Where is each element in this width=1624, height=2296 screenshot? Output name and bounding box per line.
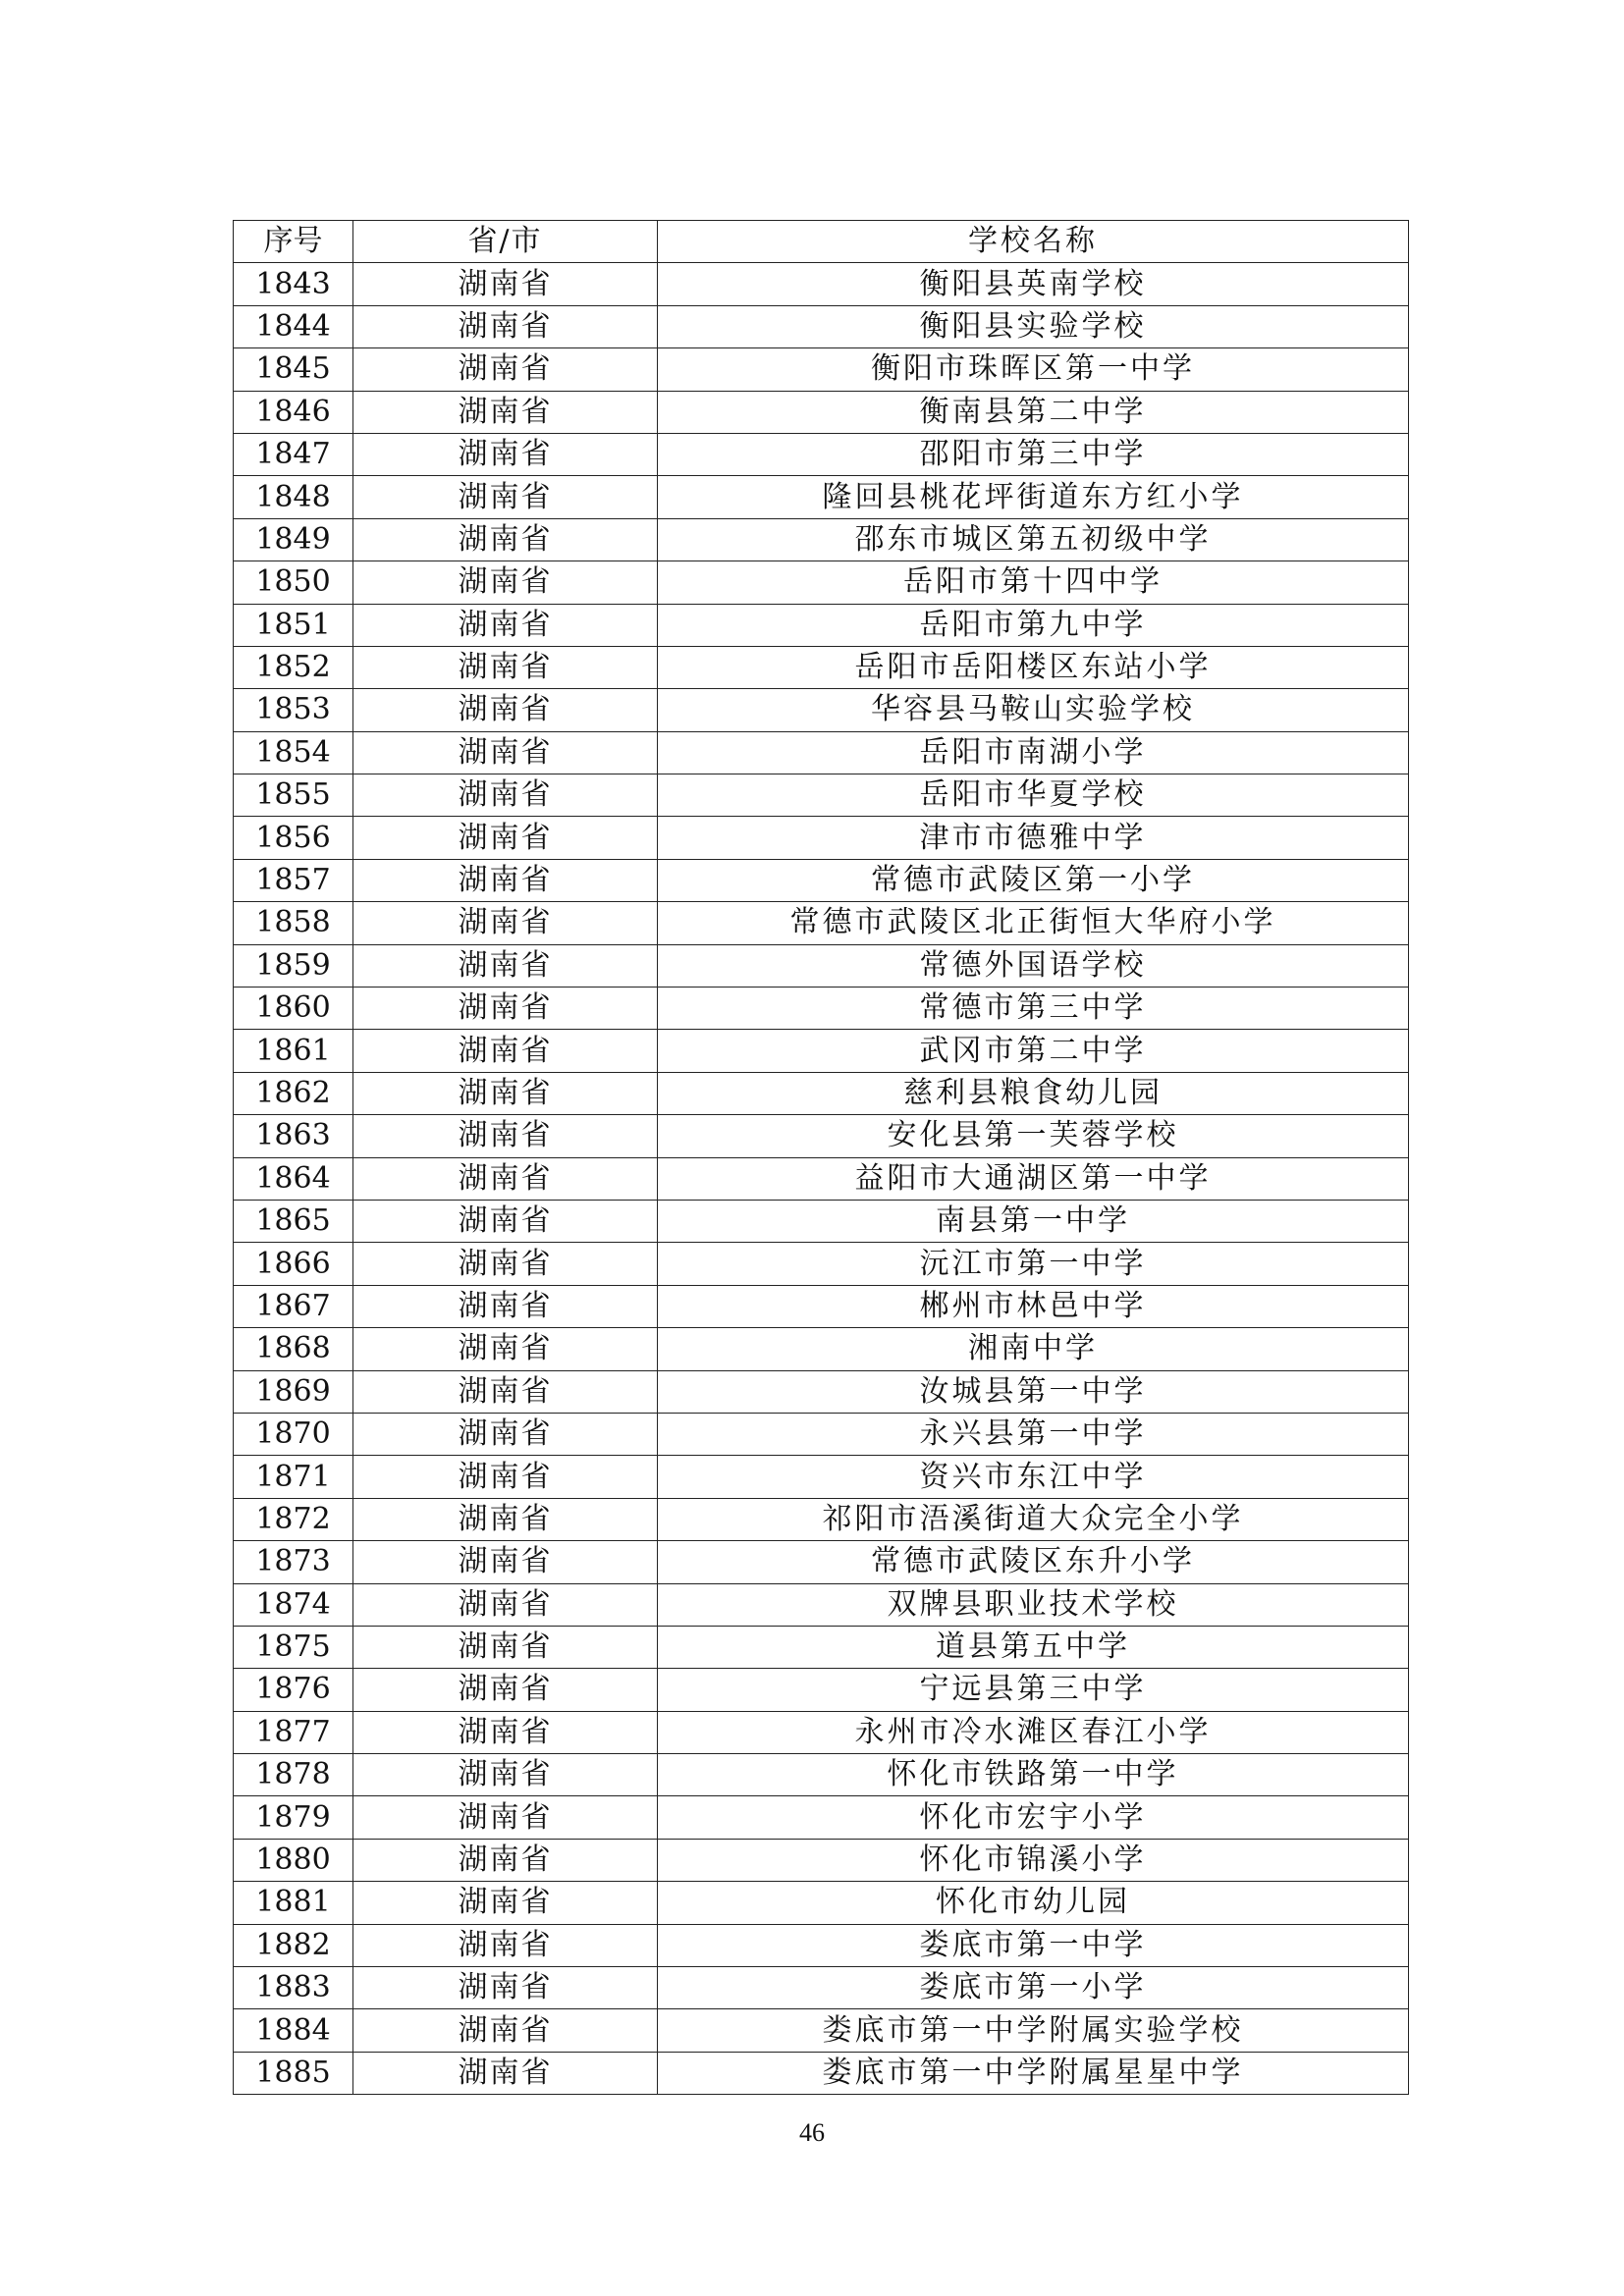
row-province: 湖南省: [353, 391, 658, 433]
school-list-table: [233, 220, 1409, 2095]
row-index: 1846: [234, 391, 353, 433]
row-province: 湖南省: [353, 1839, 658, 1881]
row-province: 湖南省: [353, 1157, 658, 1200]
table-row: [234, 859, 1409, 901]
row-school-name: 衡阳市珠晖区第一中学: [658, 348, 1409, 391]
row-school-name: 娄底市第一中学: [658, 1924, 1409, 1966]
table-row: [234, 1583, 1409, 1626]
row-index: 1862: [234, 1072, 353, 1114]
row-school-name: 娄底市第一中学附属星星中学: [658, 2052, 1409, 2094]
header-school-name: 学校名称: [658, 221, 1409, 263]
row-province: 湖南省: [353, 1583, 658, 1626]
row-school-name: 岳阳市第十四中学: [658, 561, 1409, 604]
row-school-name: 津市市德雅中学: [658, 817, 1409, 859]
row-school-name: 慈利县粮食幼儿园: [658, 1072, 1409, 1114]
table-row: [234, 731, 1409, 774]
table-row: [234, 1157, 1409, 1200]
table-header-row: [234, 221, 1409, 263]
row-province: 湖南省: [353, 1285, 658, 1327]
table-row: [234, 1030, 1409, 1072]
table-row: [234, 1456, 1409, 1498]
row-province: 湖南省: [353, 1711, 658, 1753]
row-index: 1878: [234, 1754, 353, 1796]
row-index: 1850: [234, 561, 353, 604]
table-row: [234, 1882, 1409, 1924]
row-index: 1865: [234, 1200, 353, 1242]
row-province: 湖南省: [353, 348, 658, 391]
table-row: [234, 1669, 1409, 1711]
row-index: 1855: [234, 774, 353, 817]
row-school-name: 南县第一中学: [658, 1200, 1409, 1242]
row-province: 湖南省: [353, 1754, 658, 1796]
row-province: 湖南省: [353, 944, 658, 987]
table-row: [234, 476, 1409, 518]
row-index: 1853: [234, 689, 353, 731]
row-index: 1876: [234, 1669, 353, 1711]
row-index: 1858: [234, 902, 353, 944]
row-province: 湖南省: [353, 604, 658, 646]
row-province: 湖南省: [353, 433, 658, 475]
row-province: 湖南省: [353, 1243, 658, 1285]
row-province: 湖南省: [353, 1967, 658, 2009]
row-school-name: 郴州市林邑中学: [658, 1285, 1409, 1327]
row-school-name: 资兴市东江中学: [658, 1456, 1409, 1498]
row-province: 湖南省: [353, 1626, 658, 1668]
row-province: 湖南省: [353, 305, 658, 347]
row-province: 湖南省: [353, 817, 658, 859]
row-province: 湖南省: [353, 518, 658, 561]
row-school-name: 宁远县第三中学: [658, 1669, 1409, 1711]
row-index: 1884: [234, 2009, 353, 2052]
row-index: 1872: [234, 1498, 353, 1540]
row-index: 1868: [234, 1328, 353, 1370]
row-province: 湖南省: [353, 1882, 658, 1924]
header-index: 序号: [234, 221, 353, 263]
table-row: [234, 1796, 1409, 1839]
row-index: 1849: [234, 518, 353, 561]
row-school-name: 汝城县第一中学: [658, 1370, 1409, 1413]
row-province: 湖南省: [353, 1796, 658, 1839]
row-school-name: 常德市第三中学: [658, 988, 1409, 1030]
table-row: [234, 1243, 1409, 1285]
row-school-name: 永州市冷水滩区春江小学: [658, 1711, 1409, 1753]
row-province: 湖南省: [353, 1541, 658, 1583]
table-row: [234, 263, 1409, 305]
table-row: [234, 1328, 1409, 1370]
row-index: 1843: [234, 263, 353, 305]
row-index: 1844: [234, 305, 353, 347]
row-school-name: 沅江市第一中学: [658, 1243, 1409, 1285]
table-row: [234, 988, 1409, 1030]
page-number: 46: [799, 2118, 825, 2147]
table-row: [234, 1498, 1409, 1540]
table-row: [234, 2052, 1409, 2094]
row-school-name: 岳阳市南湖小学: [658, 731, 1409, 774]
row-province: 湖南省: [353, 1924, 658, 1966]
table-row: [234, 1711, 1409, 1753]
table-row: [234, 1839, 1409, 1881]
row-province: 湖南省: [353, 1200, 658, 1242]
row-index: 1860: [234, 988, 353, 1030]
row-province: 湖南省: [353, 2052, 658, 2094]
row-school-name: 常德市武陵区第一小学: [658, 859, 1409, 901]
row-index: 1881: [234, 1882, 353, 1924]
table-row: [234, 391, 1409, 433]
table-row: [234, 348, 1409, 391]
row-province: 湖南省: [353, 731, 658, 774]
row-index: 1854: [234, 731, 353, 774]
row-index: 1882: [234, 1924, 353, 1966]
row-school-name: 怀化市锦溪小学: [658, 1839, 1409, 1881]
row-index: 1870: [234, 1413, 353, 1455]
row-school-name: 衡南县第二中学: [658, 391, 1409, 433]
row-province: 湖南省: [353, 561, 658, 604]
row-school-name: 怀化市宏宇小学: [658, 1796, 1409, 1839]
row-school-name: 道县第五中学: [658, 1626, 1409, 1668]
table-row: [234, 1541, 1409, 1583]
row-school-name: 娄底市第一中学附属实验学校: [658, 2009, 1409, 2052]
table-body: [234, 263, 1409, 2095]
table-row: [234, 1967, 1409, 2009]
table-row: [234, 1413, 1409, 1455]
table-row: [234, 646, 1409, 688]
table-row: [234, 2009, 1409, 2052]
row-school-name: 湘南中学: [658, 1328, 1409, 1370]
row-index: 1877: [234, 1711, 353, 1753]
row-province: 湖南省: [353, 1115, 658, 1157]
row-school-name: 双牌县职业技术学校: [658, 1583, 1409, 1626]
row-index: 1867: [234, 1285, 353, 1327]
row-province: 湖南省: [353, 1030, 658, 1072]
row-school-name: 邵东市城区第五初级中学: [658, 518, 1409, 561]
row-province: 湖南省: [353, 476, 658, 518]
table-row: [234, 1626, 1409, 1668]
row-index: 1880: [234, 1839, 353, 1881]
row-index: 1875: [234, 1626, 353, 1668]
row-province: 湖南省: [353, 689, 658, 731]
row-index: 1873: [234, 1541, 353, 1583]
table-row: [234, 433, 1409, 475]
row-school-name: 常德外国语学校: [658, 944, 1409, 987]
table-row: [234, 1285, 1409, 1327]
row-index: 1859: [234, 944, 353, 987]
row-index: 1863: [234, 1115, 353, 1157]
table-row: [234, 561, 1409, 604]
row-school-name: 永兴县第一中学: [658, 1413, 1409, 1455]
row-school-name: 华容县马鞍山实验学校: [658, 689, 1409, 731]
row-index: 1879: [234, 1796, 353, 1839]
row-province: 湖南省: [353, 774, 658, 817]
row-province: 湖南省: [353, 1328, 658, 1370]
row-school-name: 隆回县桃花坪街道东方红小学: [658, 476, 1409, 518]
row-school-name: 岳阳市岳阳楼区东站小学: [658, 646, 1409, 688]
row-province: 湖南省: [353, 1072, 658, 1114]
row-index: 1856: [234, 817, 353, 859]
row-index: 1847: [234, 433, 353, 475]
table-row: [234, 1200, 1409, 1242]
row-school-name: 常德市武陵区北正街恒大华府小学: [658, 902, 1409, 944]
row-province: 湖南省: [353, 988, 658, 1030]
row-school-name: 衡阳县实验学校: [658, 305, 1409, 347]
table-row: [234, 1072, 1409, 1114]
table-row: [234, 944, 1409, 987]
row-index: 1885: [234, 2052, 353, 2094]
row-school-name: 益阳市大通湖区第一中学: [658, 1157, 1409, 1200]
row-school-name: 衡阳县英南学校: [658, 263, 1409, 305]
row-index: 1869: [234, 1370, 353, 1413]
row-school-name: 娄底市第一小学: [658, 1967, 1409, 2009]
row-school-name: 岳阳市第九中学: [658, 604, 1409, 646]
row-province: 湖南省: [353, 1498, 658, 1540]
header-province: 省/市: [353, 221, 658, 263]
table-row: [234, 305, 1409, 347]
row-province: 湖南省: [353, 2009, 658, 2052]
row-school-name: 安化县第一芙蓉学校: [658, 1115, 1409, 1157]
row-province: 湖南省: [353, 859, 658, 901]
row-index: 1866: [234, 1243, 353, 1285]
row-province: 湖南省: [353, 646, 658, 688]
row-index: 1883: [234, 1967, 353, 2009]
table-row: [234, 1115, 1409, 1157]
row-school-name: 邵阳市第三中学: [658, 433, 1409, 475]
table-row: [234, 817, 1409, 859]
table-row: [234, 774, 1409, 817]
row-index: 1852: [234, 646, 353, 688]
table-row: [234, 604, 1409, 646]
row-province: 湖南省: [353, 902, 658, 944]
row-index: 1857: [234, 859, 353, 901]
row-province: 湖南省: [353, 1413, 658, 1455]
row-index: 1851: [234, 604, 353, 646]
row-province: 湖南省: [353, 1669, 658, 1711]
table-row: [234, 1754, 1409, 1796]
table-row: [234, 902, 1409, 944]
row-school-name: 怀化市铁路第一中学: [658, 1754, 1409, 1796]
row-province: 湖南省: [353, 1370, 658, 1413]
row-index: 1848: [234, 476, 353, 518]
row-province: 湖南省: [353, 263, 658, 305]
row-province: 湖南省: [353, 1456, 658, 1498]
row-index: 1871: [234, 1456, 353, 1498]
row-index: 1845: [234, 348, 353, 391]
table-row: [234, 1924, 1409, 1966]
row-school-name: 武冈市第二中学: [658, 1030, 1409, 1072]
table-row: [234, 518, 1409, 561]
row-index: 1864: [234, 1157, 353, 1200]
row-index: 1861: [234, 1030, 353, 1072]
row-school-name: 怀化市幼儿园: [658, 1882, 1409, 1924]
table-row: [234, 689, 1409, 731]
table-row: [234, 1370, 1409, 1413]
row-school-name: 常德市武陵区东升小学: [658, 1541, 1409, 1583]
row-school-name: 祁阳市浯溪街道大众完全小学: [658, 1498, 1409, 1540]
row-school-name: 岳阳市华夏学校: [658, 774, 1409, 817]
row-index: 1874: [234, 1583, 353, 1626]
